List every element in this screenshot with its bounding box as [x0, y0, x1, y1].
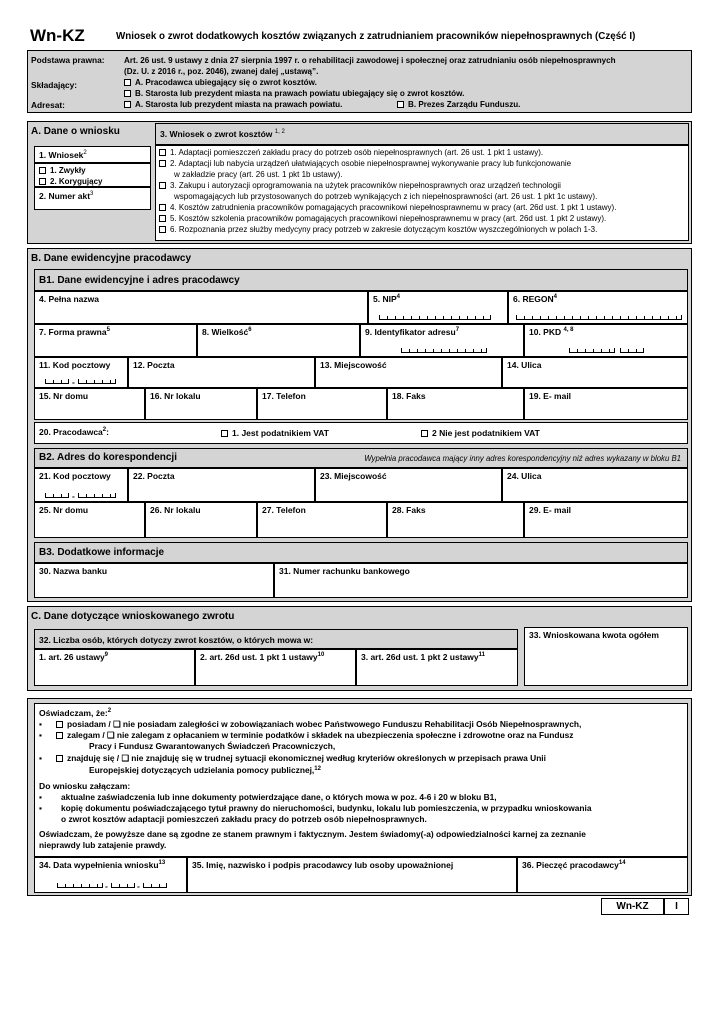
checkbox-icon[interactable]	[159, 226, 166, 233]
field-5-nip[interactable]: 5. NIP$^4$	[368, 291, 508, 324]
section-b-title: B. Dane ewidencyjne pracodawcy	[31, 253, 192, 264]
checkbox-icon[interactable]	[56, 721, 63, 728]
field-16-nr-lokalu[interactable]: 16. Nr lokalu	[145, 388, 257, 420]
addressee-b[interactable]: B. Prezes Zarządu Funduszu.	[397, 100, 520, 109]
checkbox-icon[interactable]	[56, 732, 63, 739]
zip-boxes-2	[78, 379, 116, 384]
field-18-faks[interactable]: 18. Faks	[387, 388, 524, 420]
checkbox-icon[interactable]	[221, 430, 228, 437]
field-32-2-art-26d-pkt-1[interactable]: 2. art. 26d ust. 1 pkt 1 ustawy$^{10}$	[195, 649, 356, 686]
field-4-pelna-nazwa[interactable]: 4. Pełna nazwa	[34, 291, 368, 324]
checkbox-icon[interactable]	[159, 182, 166, 189]
field-9-identyfikator-adresu[interactable]: 9. Identyfikator adresu$^7$	[360, 324, 524, 357]
field-32-header: 32. Liczba osób, których dotyczy zwrot kosztów, o których mowa w:	[34, 629, 518, 649]
form-title: Wniosek o zwrot dodatkowych kosztów związanych z zatrudnianiem pracowników niepełnosprawnych (Część I)	[116, 31, 636, 42]
checkbox-icon[interactable]	[159, 160, 166, 167]
b1-header: B1. Dane ewidencyjne i adres pracodawcy	[34, 269, 688, 291]
pkd-digit-boxes-1	[569, 348, 615, 353]
date-month-boxes	[111, 883, 135, 888]
field-35-podpis[interactable]: 35. Imię, nazwisko i podpis pracodawcy lub osoby upoważnionej	[187, 857, 517, 893]
field-2-numer-akt[interactable]: 2. Numer akt$^3$	[34, 187, 151, 210]
field-24-ulica[interactable]: 24. Ulica	[502, 468, 688, 502]
basis-text: Art. 26 ust. 9 ustawy z dnia 27 sierpnia 1997 r. o rehabilitacji zawodowej i społecznej oraz zatrudnianiu osób niepełnosprawnych (Dz. U. z 2016 r., poz. 2046), zwanej dalej „ustawą”.	[124, 56, 616, 76]
checkbox-icon[interactable]	[56, 755, 63, 762]
option-non-vat-payer[interactable]: 2 Nie jest podatnikiem VAT	[421, 428, 540, 438]
checkbox-icon[interactable]	[39, 167, 46, 174]
field-1-options	[34, 163, 151, 187]
zip-boxes-2	[78, 493, 116, 498]
field-8-wielkosc[interactable]: 8. Wielkość$^6$	[197, 324, 360, 357]
field-30-nazwa-banku[interactable]: 30. Nazwa banku	[34, 563, 274, 598]
section-c-title: C. Dane dotyczące wnioskowanego zwrotu	[31, 611, 235, 622]
field-17-telefon[interactable]: 17. Telefon	[257, 388, 387, 420]
zip-boxes-1	[45, 379, 69, 384]
footer-part: I	[664, 898, 689, 915]
cost-option-line[interactable]: 5. Kosztów szkolenia pracowników pomagających pracownikowi niepełnosprawnemu w pracy (art. 26d ust. 1 pkt 2 ustawy).	[159, 214, 606, 225]
regon-digit-boxes	[516, 315, 682, 320]
field-21-kod-pocztowy[interactable]: 21. Kod pocztowy -	[34, 468, 128, 502]
submitter-b[interactable]: B. Starosta lub prezydent miasta na prawach powiatu ubiegający się o zwrot kosztów.	[124, 89, 464, 98]
attachment-2: ▪ kopię dokumentu poświadczającego tytuł prawny do nieruchomości, budynku, lokalu lub pomieszczenia, w przypadku wnioskowania o zwrot kosztów adaptacji pomieszczeń zakładu pracy do potrzeb osób niepełnosprawnych.	[39, 803, 592, 824]
checkbox-icon[interactable]	[159, 215, 166, 222]
field-20-pracodawca: 20. Pracodawca$^2$: 1. Jest podatnikiem VAT 2 Nie jest podatnikiem VAT	[34, 422, 688, 444]
checkbox-icon[interactable]	[124, 79, 131, 86]
cost-option-line: wspomagających lub przystosowanych do potrzeb wynikających z ich niepełnosprawności (art. 26 ust. 1 pkt 1c ustawy).	[174, 192, 598, 201]
b2-header: B2. Adres do korespondencji Wypełnia pracodawca mający inny adres korespondencyjny niż adres wykazany w bloku B1	[34, 448, 688, 468]
checkbox-icon[interactable]	[124, 101, 131, 108]
option-zwykly[interactable]: 1. Zwykły	[39, 165, 146, 176]
checkbox-icon[interactable]	[421, 430, 428, 437]
field-13-miejscowosc[interactable]: 13. Miejscowość	[315, 357, 502, 388]
basis-label: Podstawa prawna:	[31, 55, 105, 65]
submitter-a[interactable]: A. Pracodawca ubiegający się o zwrot kosztów.	[124, 78, 317, 87]
form-code: Wn-KZ	[30, 26, 85, 45]
field-6-regon[interactable]: 6. REGON$^4$	[508, 291, 688, 324]
cost-option-line[interactable]: 4. Kosztów zatrudnienia pracowników pomagających pracownikowi niepełnosprawnemu w pracy (art. 26d ust. 1 pkt 1 ustawy).	[159, 203, 616, 214]
field-34-data-wypelnienia[interactable]: 34. Data wypełnienia wniosku$^{13}$ - -	[34, 857, 187, 893]
field-12-poczta[interactable]: 12. Poczta	[128, 357, 315, 388]
field-32-1-art-26[interactable]: 1. art. 26 ustawy$^9$	[34, 649, 195, 686]
declaration-item-2[interactable]: ▪ zalegam / ❑ nie zalegam z opłacaniem w terminie podatków i składek na ubezpieczenia społeczne i zdrowotne oraz na Fundusz Pracy i Fundusz Gwarantowanych Świadczeń Pracowniczych,	[39, 730, 574, 751]
addressee-a[interactable]: A. Starosta lub prezydent miasta na prawach powiatu.	[124, 100, 342, 109]
field-11-kod-pocztowy[interactable]: 11. Kod pocztowy -	[34, 357, 128, 388]
checkbox-icon[interactable]	[397, 101, 404, 108]
cost-option-line: w zakładzie pracy (art. 26 ust. 1 pkt 1b ustawy).	[174, 170, 343, 179]
cost-option-line[interactable]: 6. Rozpoznania przez służby medycyny pracy potrzeb w zakresie dotyczącym kosztów wyszczególnionych w polach 1-3.	[159, 225, 597, 236]
pkd-digit-boxes-2	[620, 348, 644, 353]
option-vat-payer[interactable]: 1. Jest podatnikiem VAT	[221, 428, 329, 438]
checkbox-icon[interactable]	[124, 90, 131, 97]
declaration-title: Oświadczam, że:$^2$	[39, 708, 112, 718]
field-26-nr-lokalu[interactable]: 26. Nr lokalu	[145, 502, 257, 538]
cost-option-line[interactable]: 1. Adaptacji pomieszczeń zakładu pracy do potrzeb osób niepełnosprawnych (art. 26 ust. 1 pkt 1 ustawy).	[159, 148, 543, 159]
field-22-poczta[interactable]: 22. Poczta	[128, 468, 315, 502]
attachments-title: Do wniosku załączam:	[39, 781, 131, 791]
field-31-numer-rachunku[interactable]: 31. Numer rachunku bankowego	[274, 563, 688, 598]
section-a-title: A. Dane o wniosku	[31, 126, 120, 137]
option-korygujacy[interactable]: 2. Korygujący	[39, 176, 146, 187]
field-29-email[interactable]: 29. E- mail	[524, 502, 688, 538]
cost-option-line[interactable]: 2. Adaptacji lub nabycia urządzeń ułatwiających osobie niepełnosprawnej wykonywanie pracy lub funkcjonowanie	[159, 159, 571, 170]
field-32-3-art-26d-pkt-2[interactable]: 3. art. 26d ust. 1 pkt 2 ustawy$^{11}$	[356, 649, 518, 686]
declaration-item-3[interactable]: ▪ znajduję się / ❑ nie znajduję się w trudnej sytuacji ekonomicznej według kryteriów określonych w przepisach prawa Unii Europejskiej dotyczących udzielania pomocy publicznej,$^{12}$	[39, 753, 546, 776]
date-year-boxes	[57, 883, 103, 888]
statement: Oświadczam, że powyższe dane są zgodne ze stanem prawnym i faktycznym. Jestem świadomy(-a) odpowiedzialności karnej za zeznanie nieprawdy lub zatajenie prawdy.	[39, 829, 586, 850]
addressee-label: Adresat:	[31, 100, 65, 110]
field-7-forma-prawna[interactable]: 7. Forma prawna$^5$	[34, 324, 197, 357]
date-day-boxes	[143, 883, 167, 888]
checkbox-icon[interactable]	[159, 204, 166, 211]
cost-option-line[interactable]: 3. Zakupu i autoryzacji oprogramowania na użytek pracowników niepełnosprawnych oraz urządzeń technologii	[159, 181, 561, 192]
field-19-email[interactable]: 19. E- mail	[524, 388, 688, 420]
field-33-wnioskowana-kwota[interactable]: 33. Wnioskowana kwota ogółem	[524, 627, 688, 686]
footer-form-code: Wn-KZ	[601, 898, 664, 915]
b3-header: B3. Dodatkowe informacje	[34, 542, 688, 563]
field-28-faks[interactable]: 28. Faks	[387, 502, 524, 538]
field-25-nr-domu[interactable]: 25. Nr domu	[34, 502, 145, 538]
checkbox-icon[interactable]	[39, 178, 46, 185]
field-10-pkd[interactable]: 10. PKD $^{4, 8}$	[524, 324, 688, 357]
field-15-nr-domu[interactable]: 15. Nr domu	[34, 388, 145, 420]
nip-digit-boxes	[379, 315, 491, 320]
field-3-header: 3. Wniosek o zwrot kosztów $^{1, 2}$	[155, 123, 689, 145]
attachment-1: ▪ aktualne zaświadczenia lub inne dokumenty potwierdzające dane, o których mowa w poz. 4-6 i 20 w bloku B1,	[39, 792, 497, 802]
field-36-pieczec[interactable]: 36. Pieczęć pracodawcy$^{14}$	[517, 857, 688, 893]
submitter-label: Składający:	[31, 80, 78, 90]
address-id-digit-boxes	[401, 348, 487, 353]
field-27-telefon[interactable]: 27. Telefon	[257, 502, 387, 538]
zip-boxes-1	[45, 493, 69, 498]
field-23-miejscowosc[interactable]: 23. Miejscowość	[315, 468, 502, 502]
field-1-wniosek: 1. Wniosek$^2$	[34, 146, 151, 163]
declaration-item-1[interactable]: ▪ posiadam / ❑ nie posiadam zaległości w zobowiązaniach wobec Państwowego Funduszu Rehabilitacji Osób Niepełnosprawnych,	[39, 719, 582, 729]
checkbox-icon[interactable]	[159, 149, 166, 156]
field-14-ulica[interactable]: 14. Ulica	[502, 357, 688, 388]
